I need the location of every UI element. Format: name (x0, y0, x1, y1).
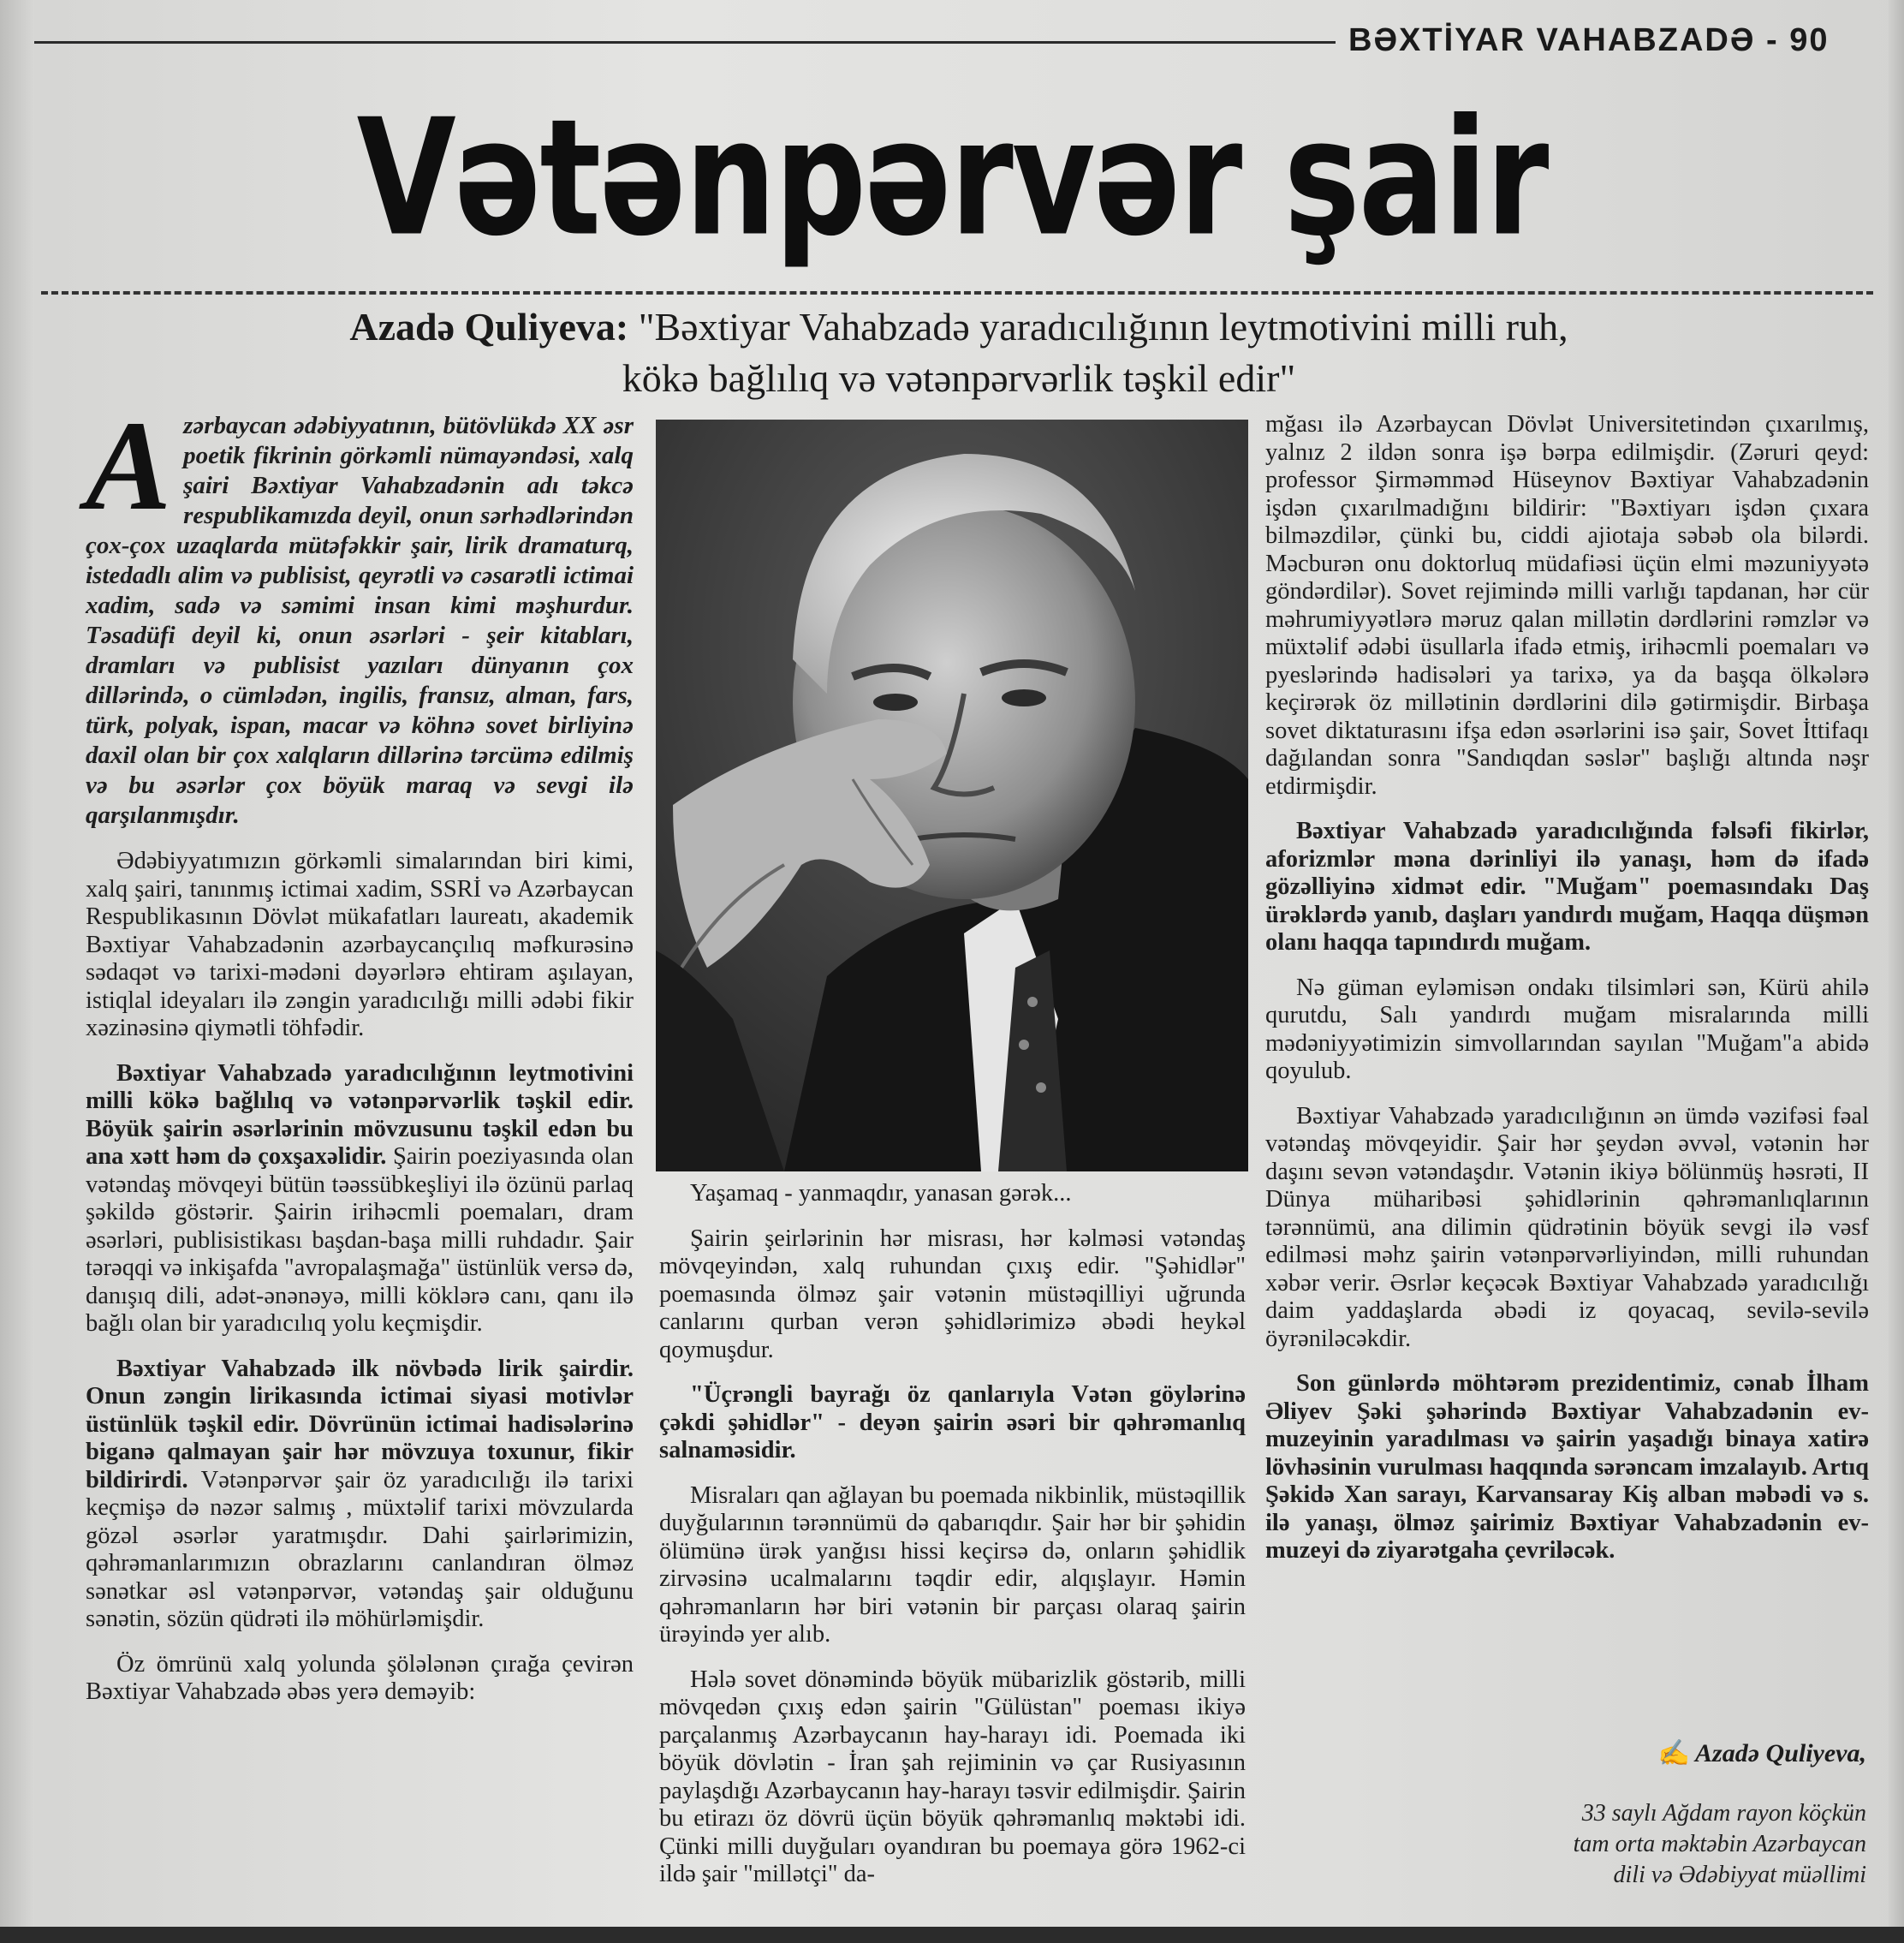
subtitle-author: Azadə Quliyeva: (349, 305, 629, 349)
lead-text: zərbaycan ədəbiyyatının, bütövlükdə XX əsr poetik fikrinin görkəmli nümayəndəsi, xalq şairi Bəxtiyar Vahabzadənin adı təkcə respublikamızda deyil, onun sərhədlərindən çox-çox uzaqlarda mütəfəkkir şair, lirik dramaturq, istedadlı alim və publisist, qeyrətli və cəsarətli ictimai xadim, sadə və səmimi insan kimi məşhurdur. Təsadüfi deyil ki, onun əsərləri - şeir kitabları, dramları və publisist yazıları dünyanın çox dillərində, o cümlədən, ingilis, fransız, alman, fars, türk, polyak, ispan, macar və köhnə sovet birliyinə daxil olan bir çox xalqların dillərinə tərcümə edilmiş və bu əsərlər çox böyük maraq və sevgi ilə qarşılanmışdır. (86, 412, 634, 829)
paragraph: Nə güman eyləmisən ondakı tilsimləri sən, Kürü ahilə qurutdu, Salı yandırdı muğam misralarında milli mədəniyyətimizin simvollarından sayılan "Muğam"a abidə qoyulub. (1265, 974, 1869, 1084)
middle-column (659, 1180, 1246, 1906)
paragraph (86, 1356, 634, 1634)
text: Vətənpərvər şair öz yaradıcılığı ilə tarixi keçmişə də nəzər salmış , müxtəlif tarixi mövzularda gözəl əsərlər yaratmışdır. Dahi şairlərimizin, qəhrəmanlarımızın obrazlarını canlandıran ölməz sənətkar əsl vətənpərvər, vətəndaş şair olduğunu sənətin, sözün qüdrəti ilə möhürləmişdir. (86, 1466, 634, 1632)
header-rule (34, 41, 1336, 44)
verse-line: Yaşamaq - yanmaqdır, yanasan gərək... (690, 1180, 1072, 1207)
paragraph (86, 1060, 634, 1338)
author-signature (1507, 1738, 1866, 1768)
paragraph: Misraları qan ağlayan bu poemada nikbinlik, müstəqillik duyğularının tərənnümü də qabarıqdır. Şair hər bir şəhidin ölümünə ürək yanğısı hissi keçirsə də, onların şəhidlik zirvəsinə ucalmalarını təqdir edir, alqışlayır. Həmin qəhrəmanların hər biri vətənin bir parçası olaraq şairin ürəyində yer alıb. (659, 1481, 1246, 1648)
paragraph: mğası ilə Azərbaycan Dövlət Universitetindən çıxarılmış, yalnız 2 ildən sonra işə bərpa edilmişdir. (Zəruri qeyd: professor Şirməmməd Hüseynov Bəxtiyar Vahabzadənin işdən çıxarılmadığını bildirir: "Bəxtiyarı işdən çıxara bilməzdilər, çünki bu, ciddi ajiotaja səbəb ola bilərdi. Məcburən onu doktorluq müdafiəsi üçün elmi məzuniyyətə göndərdilər). Sovet rejimində milli varlığı tapdanan, hər cür məhrumiyyətlərə məruz qalan millətin dərdlərini rəmzlər və müxtəlif ədəbi üsullarla ifadə etmiş, irihəcmli poemaları və pyeslərində hadisələri ya tarixə, ya da başqa ölkələrə keçirərək öz millətinin dərdlərini dilə gətirmişdir. Birbaşa sovet diktaturasını ifşa edən əsərlərini isə şair, Sovet İttifaqı dağılandan sonra "Sandıqdan səslər" başlığı altında nəşr etdirmişdir. (1265, 411, 1869, 800)
footnote-line: 33 saylı Ağdam rayon köçkün (1581, 1800, 1866, 1827)
bold-text: Bəxtiyar Vahabzadə yaradıcılığının leytmotivini milli kökə bağlılıq və vətənpərvərlik təşkil edir. Böyük şairin əsərlərinin mövzusunu təşkil edən bu ana xətt həm də çoxşaxəlidir. (86, 1059, 634, 1170)
subtitle (257, 301, 1661, 404)
bold-paragraph: Son günlərdə möhtərəm prezidentimiz, cənab İlham Əliyev Şəki şəhərində Bəxtiyar Vahabzadənin ev-muzeyinin yaradılması və şairin yaşadığı binaya xatirə lövhəsinin vurulması haqqında sərəncam imzalayıb. Artıq Şəkidə Xan sarayı, Karvansaray Kiş alban məbədi və s. ilə yanaşı, ölməz şairimiz Bəxtiyar Vahabzadənin ev-muzeyi də ziyarətgaha çevriləcək. (1265, 1370, 1869, 1564)
lead-paragraph (86, 395, 634, 831)
pen-icon: ✍ (1657, 1739, 1691, 1767)
bold-paragraph: "Üçrəngli bayrağı öz qanlarıyla Vətən göylərinə çəkdi şəhidlər" - deyən şairin əsəri bir qəhrəmanlıq salnaməsidir. (659, 1381, 1246, 1463)
subtitle-quote-line1: "Bəxtiyar Vahabzadə yaradıcılığının leytmotivini milli ruh, (638, 305, 1568, 349)
subtitle-quote-line2: kökə bağlılıq və vətənpərvərlik təşkil edir" (622, 356, 1296, 400)
signature-name: Azadə Quliyeva, (1695, 1739, 1866, 1767)
bold-text: Bəxtiyar Vahabzadə ilk növbədə lirik şairdir. Onun zəngin lirikasında ictimai siyasi motivlər üstünlük təşkil edir. Dövrünün ictimai hadisələrinə biganə qalmayan şair hər mövzuya toxunur, fikir bildirirdi. (86, 1355, 634, 1493)
drop-cap: A (86, 395, 172, 537)
portrait-photo (656, 420, 1248, 1171)
paragraph: Ədəbiyyatımızın görkəmli simalarından biri kimi, xalq şairi, tanınmış ictimai xadim, SSRİ və Azərbaycan Respublikasının Dövlət mükafatları laureatı, akademik Bəxtiyar Vahabzadənin azərbaycançılıq məfkurəsinə sədaqət və tarixi-mədəni dəyərlərə ehtiram aşılayan, istiqlal ideyaları ilə zəngin yaradıcılığı milli ədəbi fikir xəzinəsinə qiymətli töhfədir. (86, 848, 634, 1041)
adjacent-page-right (1889, 0, 1904, 1943)
portrait-illustration (656, 420, 1248, 1171)
bold-paragraph: Bəxtiyar Vahabzadə yaradıcılığında fəlsəfi fikirlər, aforizmlər məna dərinliyi ilə yanaşı, həm də ifadə gözəlliyinə xidmət edir. "Muğam" poemasındakı Daş ürəklərdə yanıb, daşları yandırdı muğam, Haqqa düşmən olanı haqqa tapındırdı muğam. (1265, 818, 1869, 956)
running-head: BƏXTİYAR VAHABZADƏ - 90 (1348, 22, 1830, 58)
footnote-line: dili və Ədəbiyyat müəllimi (1613, 1862, 1866, 1888)
dashed-divider (41, 291, 1873, 295)
right-column (1265, 411, 1869, 1582)
headline: Vətənpərvər şair (356, 86, 1548, 272)
left-column (86, 395, 634, 1724)
adjacent-page-left (0, 0, 34, 1943)
paragraph: Şairin şeirlərinin hər misrası, hər kəlməsi vətəndaş mövqeyindən, xalq ruhundan çıxış edir. "Şəhidlər" poemasında ölməz şair vətənin müstəqilliyi uğrunda canlarını qurban verən şəhidlərimizə əbədi heykəl qoymuşdur. (659, 1225, 1246, 1363)
paragraph: Hələ sovet dönəmində böyük mübarizlik göstərib, milli mövqedən çıxış edən şairin "Gülüstan" poeması ikiyə parçalanmış Azərbaycanın hay-harayı idi. Poemada iki böyük dövlətin - İran şah rejiminin və çar Rusiyasının paylaşdığı Azərbaycanın hay-harayı təsvir edilmişdir. Şairin bu etirazı öz dövrü üçün böyük qəhrəmanlıq məktəbi idi. Çünki milli duyğuları oyandıran bu poemaya görə 1962-ci ildə şair "millətçi" da- (659, 1666, 1246, 1887)
author-footnote (1473, 1798, 1866, 1891)
paragraph: Öz ömrünü xalq yolunda şölələnən çırağa çevirən Bəxtiyar Vahabzadə əbəs yerə deməyib: (86, 1650, 634, 1705)
paragraph: Bəxtiyar Vahabzadə yaradıcılığının ən ümdə vəzifəsi fəal vətəndaş mövqeyidir. Şair hər şeydən əvvəl, vətənin hər daşını sevən vətəndaşdır. Vətənin ikiyə bölünmüş həsrəti, II Dünya müharibəsi şəhidlərinin qəhrəmanlıqlarının tərənnümü, ana dilimin qüdrətinin böyük sevgi ilə vəsf edilməsi məhz şairin vətənpərvərliyindən, milli ruhundan xəbər verir. Əsrlər keçəcək Bəxtiyar Vahabzadə yaradıcılığı daim yaddaşlarda əbədi iz qoyacaq, sevilə-sevilə öyrəniləcəkdir. (1265, 1102, 1869, 1352)
footnote-line: tam orta məktəbin Azərbaycan (1573, 1831, 1866, 1857)
text: Şairin poeziyasında olan vətəndaş mövqeyi bütün təəssübkeşliyi ilə özünü parlaq şəkildə göstərir. Şairin irihəcmli poemaları, dram əsərləri, publisistikası başdan-başa milli ruhdadır. Şair tərəqqi və inkişafda "avropalaşmağa" üstünlük versə də, danışıq dili, adət-ənənəyə, milli köklərə canı, qanı ilə bağlı olan bir yaradıcılıq yolu keçmişdir. (86, 1143, 634, 1337)
page-bottom-edge (0, 1927, 1904, 1943)
